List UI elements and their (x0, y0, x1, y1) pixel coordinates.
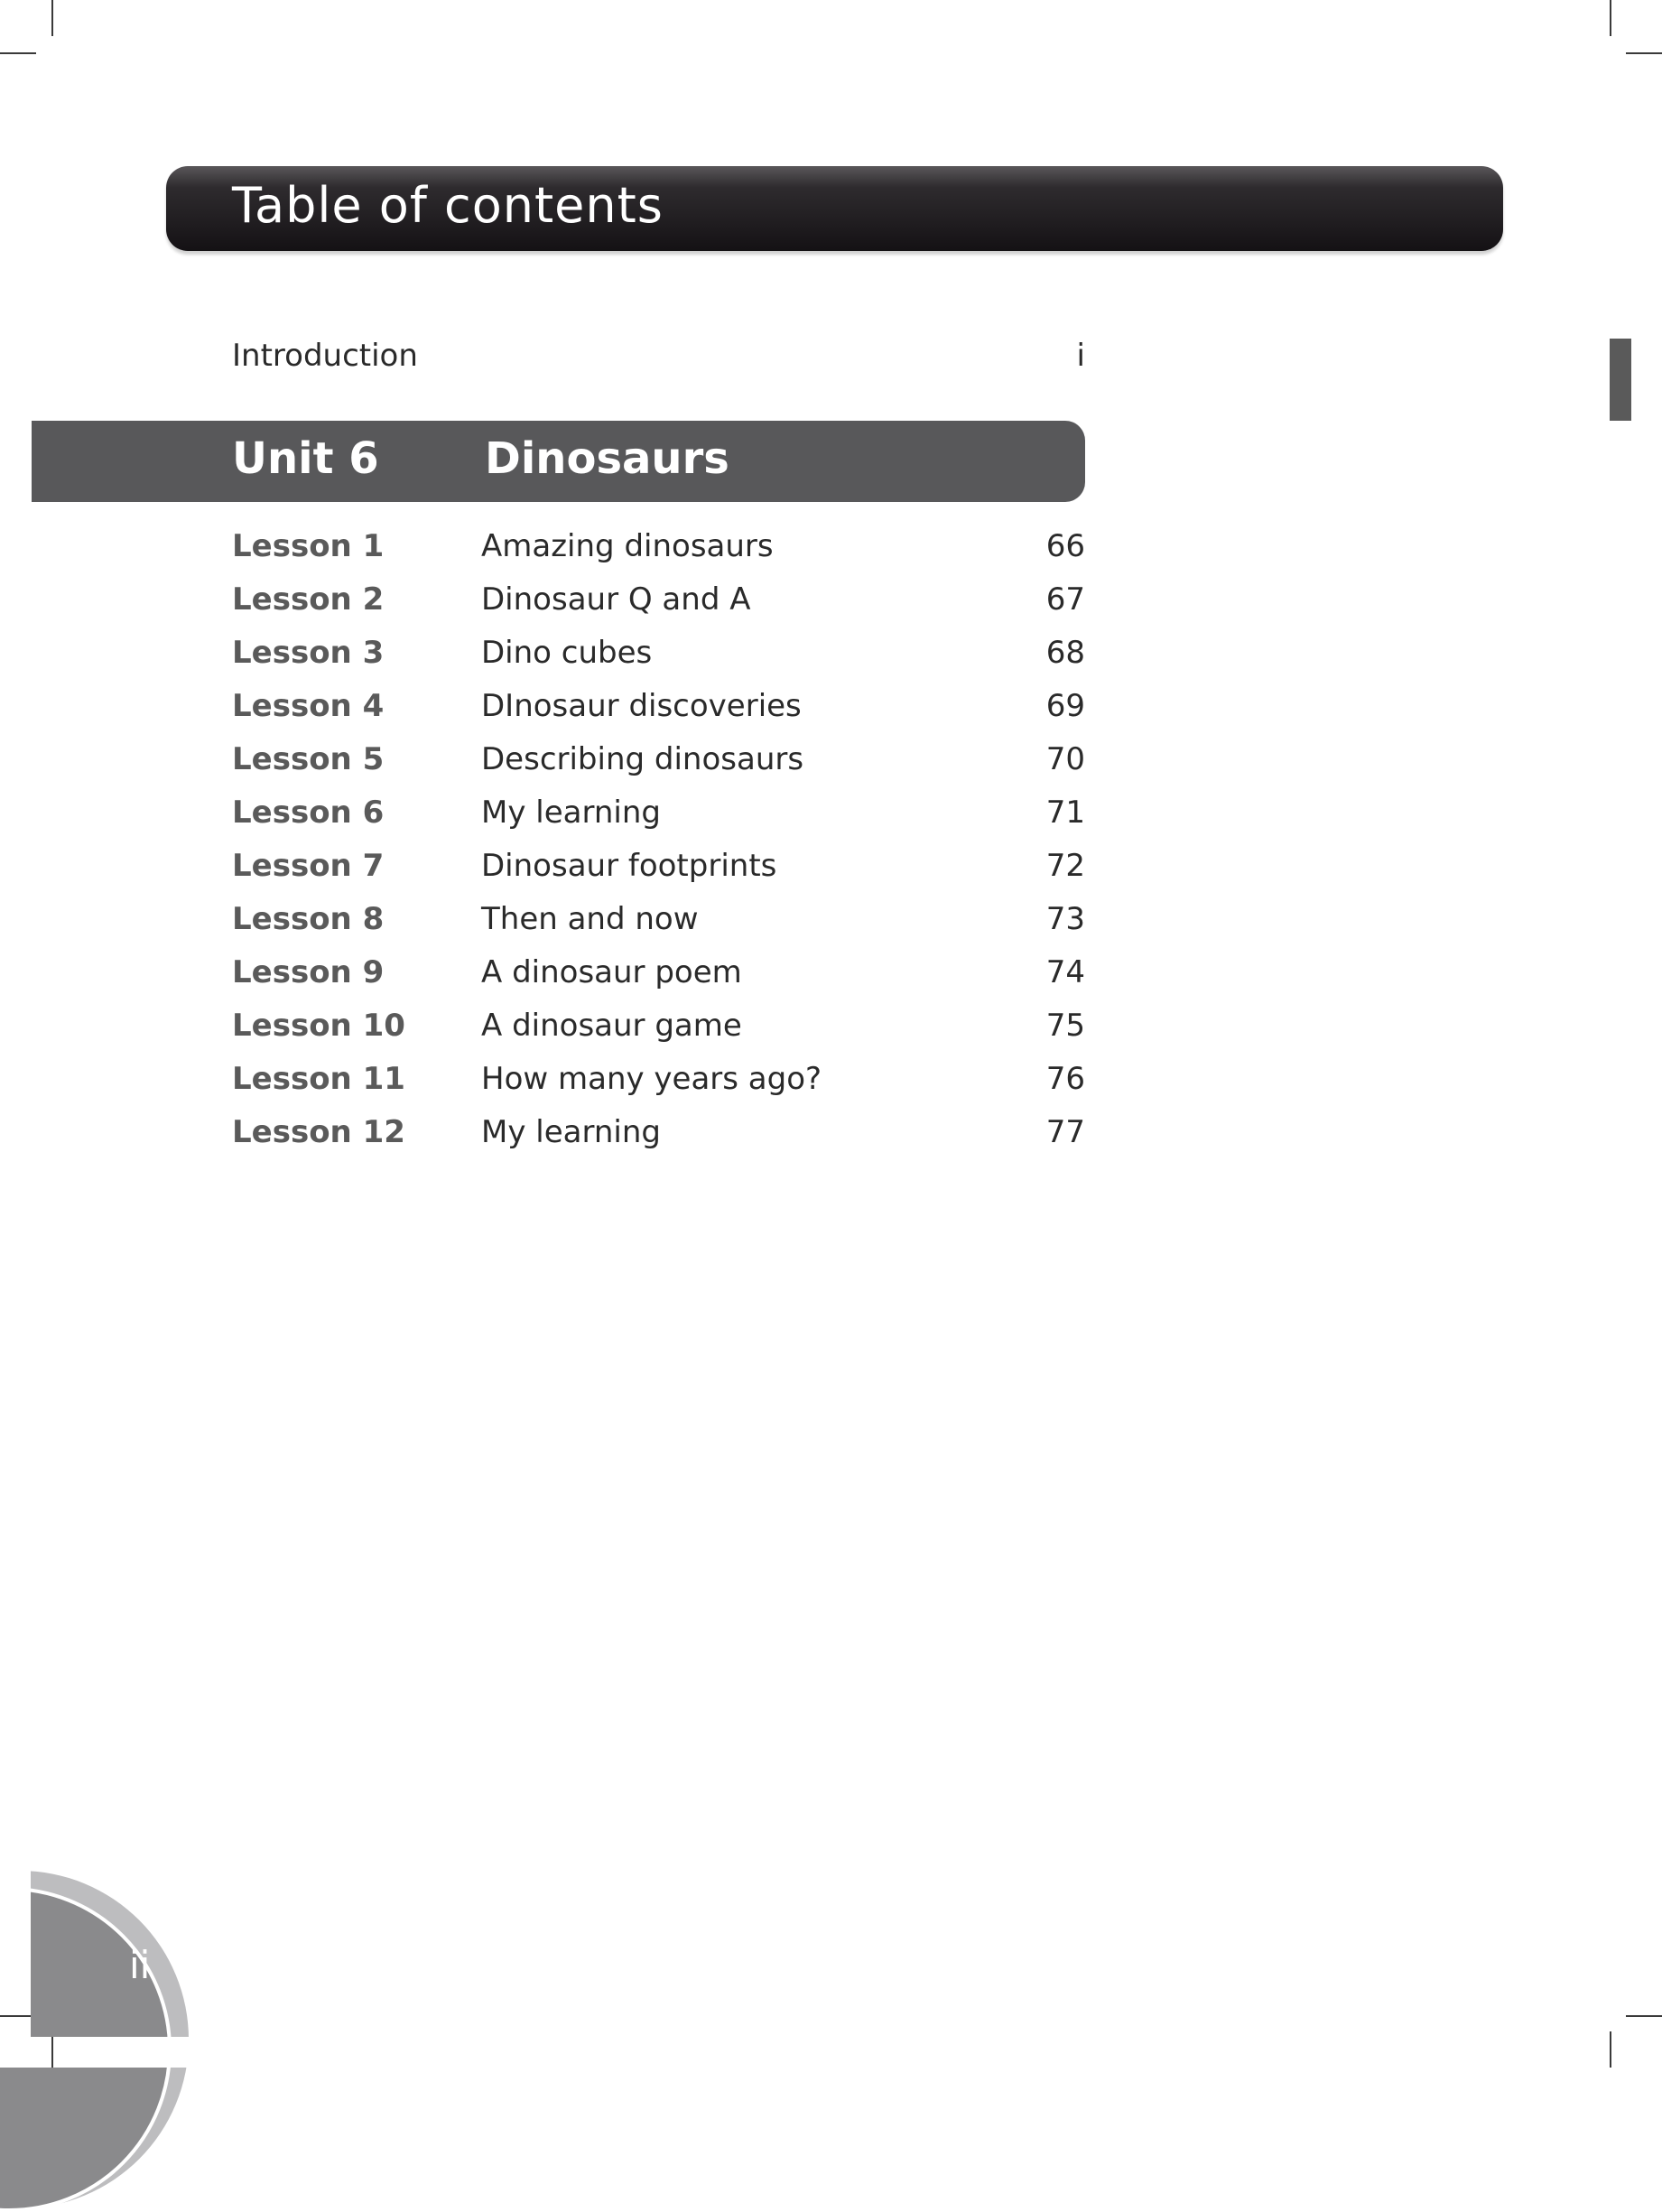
lesson-row[interactable] (232, 848, 1085, 901)
page-badge-mask-left (0, 1860, 31, 2068)
lesson-label: Lesson 12 (232, 1114, 405, 1150)
lesson-page-number: 75 (1045, 1008, 1085, 1044)
lesson-title: Dino cubes (481, 635, 653, 671)
lesson-row[interactable] (232, 1008, 1085, 1061)
lesson-list (232, 528, 1085, 1167)
unit-title: Dinosaurs (485, 433, 729, 484)
page-title: Table of contents (232, 177, 664, 234)
side-tab-marker (1610, 339, 1631, 421)
crop-mark-bottom-right-v (1610, 2031, 1611, 2068)
lesson-title: Describing dinosaurs (481, 741, 804, 777)
page-badge-mask-bottom (0, 2037, 271, 2068)
lesson-label: Lesson 7 (232, 848, 385, 884)
lesson-row[interactable] (232, 795, 1085, 848)
lesson-label: Lesson 4 (232, 688, 385, 724)
lesson-label: Lesson 6 (232, 795, 385, 831)
lesson-label: Lesson 9 (232, 954, 385, 990)
introduction-page-number: i (1076, 338, 1085, 374)
lesson-title: Dinosaur footprints (481, 848, 777, 884)
lesson-title: My learning (481, 795, 661, 831)
lesson-label: Lesson 5 (232, 741, 385, 777)
crop-mark-top-right-v (1610, 0, 1611, 36)
lesson-title: A dinosaur poem (481, 954, 742, 990)
page-number: ii (129, 1943, 151, 1987)
unit-header (32, 421, 1085, 502)
lesson-label: Lesson 8 (232, 901, 385, 937)
lesson-row[interactable] (232, 1114, 1085, 1167)
lesson-page-number: 67 (1045, 581, 1085, 618)
lesson-title: A dinosaur game (481, 1008, 742, 1044)
lesson-page-number: 77 (1045, 1114, 1085, 1150)
introduction-label: Introduction (232, 338, 418, 374)
lesson-row[interactable] (232, 688, 1085, 741)
lesson-title: DInosaur discoveries (481, 688, 802, 724)
lesson-label: Lesson 3 (232, 635, 385, 671)
lesson-row[interactable] (232, 954, 1085, 1008)
lesson-page-number: 73 (1045, 901, 1085, 937)
lesson-page-number: 68 (1045, 635, 1085, 671)
toc-row-introduction[interactable] (232, 338, 1085, 383)
lesson-label: Lesson 10 (232, 1008, 405, 1044)
title-bar (166, 166, 1503, 251)
lesson-label: Lesson 1 (232, 528, 385, 564)
lesson-title: Amazing dinosaurs (481, 528, 774, 564)
lesson-title: Dinosaur Q and A (481, 581, 751, 618)
lesson-title: My learning (481, 1114, 661, 1150)
lesson-page-number: 72 (1045, 848, 1085, 884)
lesson-page-number: 71 (1045, 795, 1085, 831)
lesson-row[interactable] (232, 635, 1085, 688)
lesson-row[interactable] (232, 741, 1085, 795)
lesson-title: Then and now (481, 901, 699, 937)
crop-mark-bottom-right-h (1626, 2015, 1662, 2017)
crop-mark-top-left-h (0, 52, 36, 54)
lesson-row[interactable] (232, 581, 1085, 635)
lesson-page-number: 74 (1045, 954, 1085, 990)
lesson-page-number: 69 (1045, 688, 1085, 724)
lesson-page-number: 66 (1045, 528, 1085, 564)
crop-mark-top-right-h (1626, 52, 1662, 54)
lesson-label: Lesson 2 (232, 581, 385, 618)
lesson-row[interactable] (232, 1061, 1085, 1114)
crop-mark-bottom-left-v-overlay (51, 2037, 53, 2068)
lesson-page-number: 76 (1045, 1061, 1085, 1097)
lesson-page-number: 70 (1045, 741, 1085, 777)
lesson-label: Lesson 11 (232, 1061, 405, 1097)
lesson-title: How many years ago? (481, 1061, 822, 1097)
lesson-row[interactable] (232, 901, 1085, 954)
crop-mark-top-left-v (51, 0, 53, 36)
lesson-row[interactable] (232, 528, 1085, 581)
crop-mark-bottom-left-h-overlay (0, 2015, 31, 2017)
unit-number: Unit 6 (232, 433, 379, 484)
